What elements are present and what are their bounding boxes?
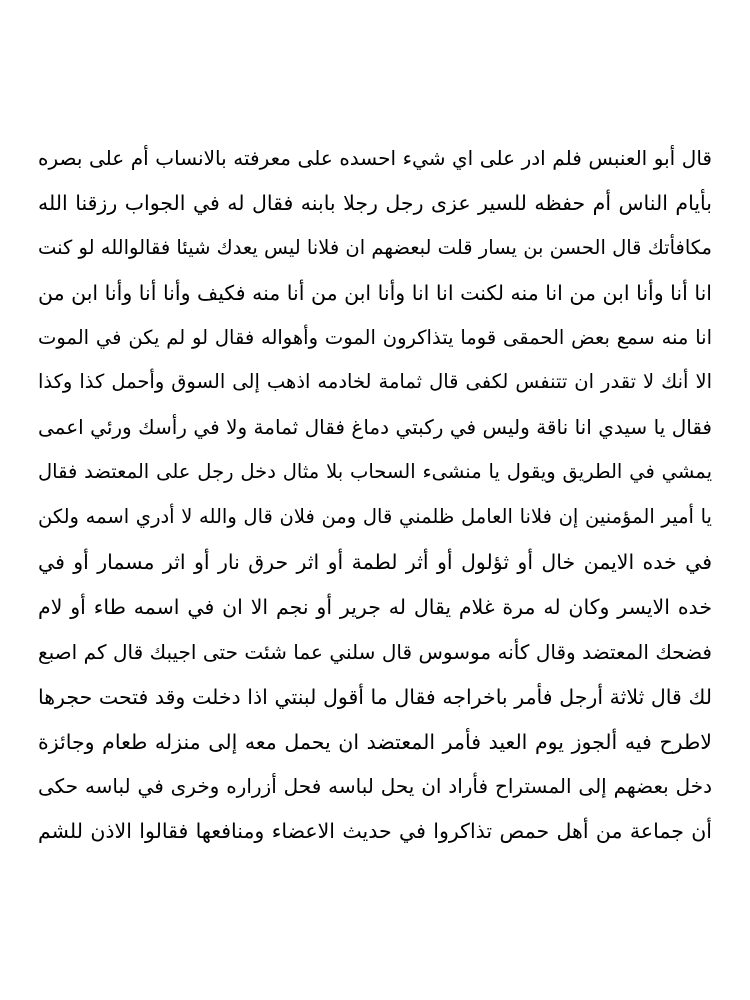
text-line-11: خده الايسر وكان له مرة غلام يقال له جرير أو نجم الا ان في اسمه طاء أو لام	[38, 594, 712, 619]
text-line-14: لاطرح فيه ألجوز يوم العيد فأمر المعتضد ان يحمل معه إلى منزله طعام وجائزة	[38, 729, 712, 754]
text-line-16: أن جماعة من أهل حمص تذاكروا في حديث الاعضاء ومنافعها فقالوا الاذن للشم	[38, 819, 712, 844]
text-body	[38, 136, 712, 854]
text-line-9: يا أمير المؤمنين إن فلانا العامل ظلمني قال ومن فلان قال والله لا أدري اسمه ولكن	[38, 505, 712, 529]
text-line-5: انا منه سمع بعض الحمقى قوما يتذاكرون الموت وأهواله فقال لو لم يكن في الموت	[38, 325, 712, 349]
text-line-2: بأيام الناس أم حفظه للسير عزى رجل رجلا بابنه فقال له في الجواب رزقنا الله	[38, 190, 712, 215]
text-line-4: انا أنا وأنا ابن من انا منه لكنت انا انا وأنا ابن من أنا منه فكيف وأنا أنا وأنا ابن من	[38, 280, 712, 305]
text-line-7: فقال يا سيدي انا ناقة وليس في ركبتي دماغ فقال ثمامة ولا في رأسك ورئي اعمى	[38, 415, 712, 440]
text-line-15: دخل بعضهم إلى المستراح فأراد ان يحل لباسه فحل أزراره وخرى في لباسه حكى	[38, 774, 712, 799]
text-line-1: قال أبو العنبس فلم ادر على اي شيء احسده على معرفته بالانساب أم على بصره	[38, 146, 712, 170]
text-line-8: يمشي في الطريق ويقول يا منشىء السحاب بلا مثال دخل رجل على المعتضد فقال	[38, 460, 712, 484]
text-line-10: في خده الايمن خال أو ثؤلول أو أثر لطمة أو اثر حرق نار أو اثر مسمار أو في	[38, 550, 712, 575]
text-line-6: الا أنك لا تقدر ان تتنفس لكفى قال ثمامة لخادمه اذهب إلى السوق وأحمل كذا وكذا	[38, 370, 712, 394]
text-line-3: مكافأتك قال الحسن بن يسار قلت لبعضهم ان فلانا ليس يعدك شيئا فقالوالله لو كنت	[38, 235, 712, 259]
text-line-12: فضحك المعتضد وقال كأنه موسوس قال سلني عما شئت حتى اجيبك قال كم اصبع	[38, 639, 712, 664]
text-line-13: لك قال ثلاثة أرجل فأمر باخراجه فقال ما أقول لبنتي اذا دخلت وقد فتحت حجرها	[38, 684, 712, 709]
